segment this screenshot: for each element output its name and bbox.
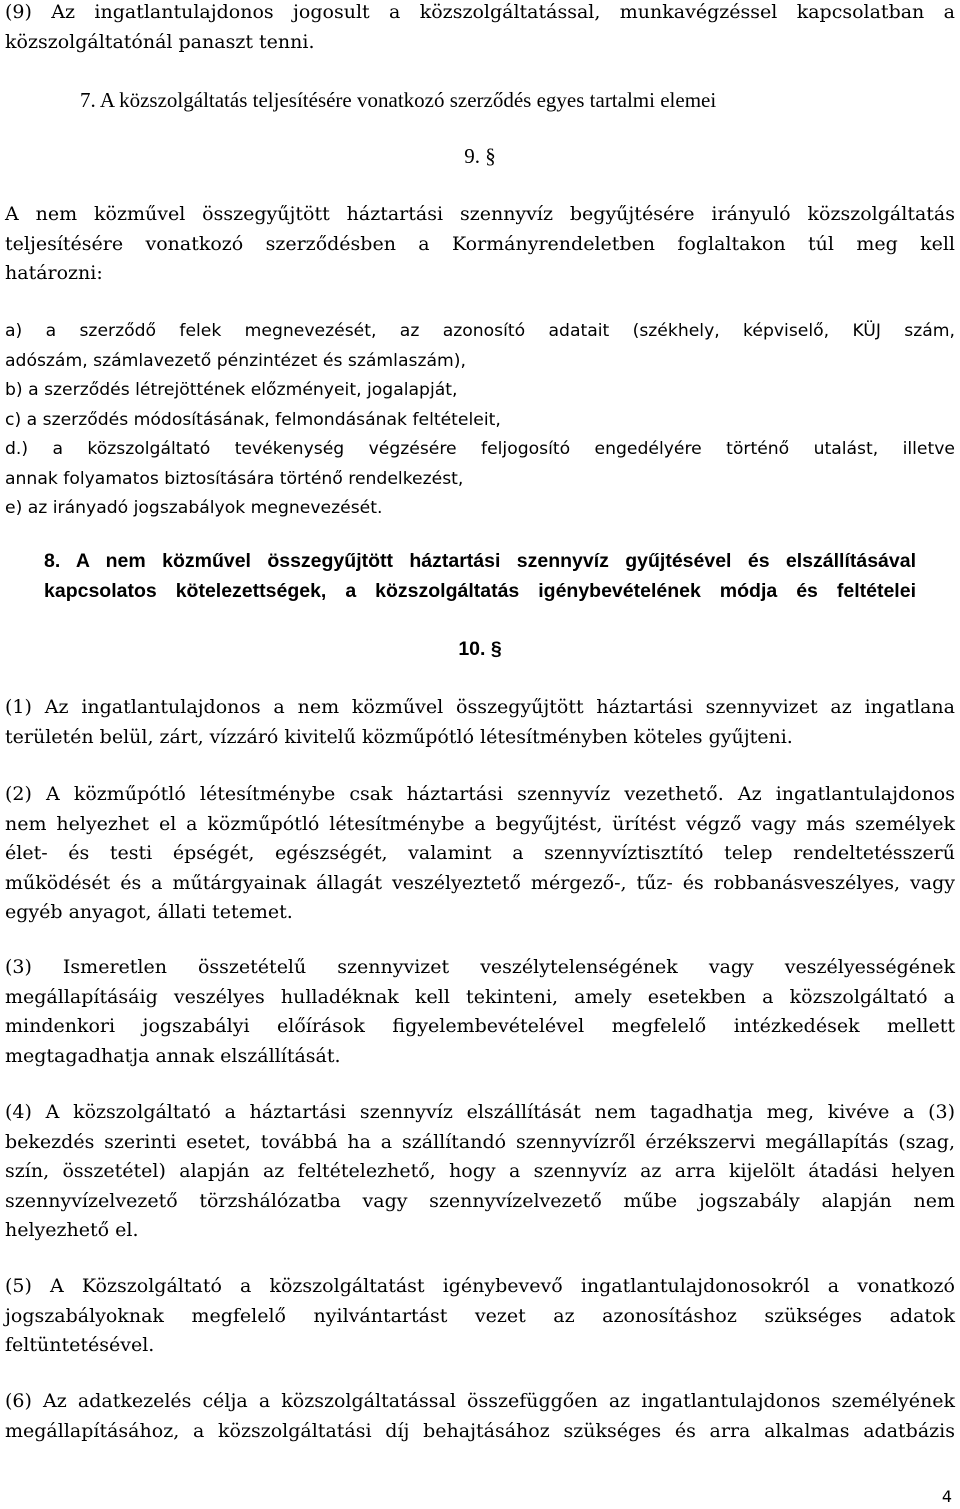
- list-item-c: c) a szerződés módosításának, felmondásának feltételeit,: [5, 409, 501, 430]
- text-line: (6) Az adatkezelés célja a közszolgáltatással összefüggően az ingatlantulajdonos személyének: [5, 1390, 955, 1412]
- paragraph-10-5: [5, 1272, 955, 1361]
- list-item-d: d.) a közszolgáltató tevékenység végzésére feljogosító engedélyére történő utalást, illetve: [5, 439, 955, 459]
- list-item-a-cont: adószám, számlavezető pénzintézet és számlaszám),: [5, 350, 466, 371]
- text-line: egyéb anyagot, állati tetemet.: [5, 901, 293, 923]
- text-line: szín, összetétel) alapján az feltételezhető, hogy a szennyvíz az arra kijelölt átadási helyen: [5, 1160, 955, 1182]
- text-line: mindenkori jogszabályi előírások figyelembevételével megfelelő intézkedések mellett: [5, 1015, 955, 1037]
- text-line: működését és a műtárgyainak állagát veszélyeztető mérgező-, tűz- és robbanásveszélyes, vagy: [5, 871, 955, 894]
- intro-paragraph: [5, 200, 955, 289]
- text-line: bekezdés szerinti esetet, továbbá ha a szállítandó szennyvízről érzékszervi megállapítás (szag,: [5, 1130, 955, 1153]
- text-line: teljesítésére vonatkozó szerződésben a Kormányrendeletben foglaltakon túl meg kell: [5, 232, 955, 255]
- text-line: megtagadhatja annak elszállítását.: [5, 1044, 341, 1067]
- paragraph-10-6: [5, 1387, 955, 1446]
- paragraph-9: [5, 0, 955, 57]
- item-list: [5, 317, 955, 524]
- text-line: (1) Az ingatlantulajdonos a nem közművel összegyűjtött háztartási szennyvizet az ingatlana: [5, 696, 955, 718]
- text-line: helyezhető el.: [5, 1219, 139, 1241]
- list-item-e: e) az irányadó jogszabályok megnevezését.: [5, 498, 383, 518]
- text-line: (3) Ismeretlen összetételű szennyvizet veszélytelenségének vagy veszélyességének: [5, 956, 955, 978]
- text-line: területén belül, zárt, vízzáró kivitelű közműpótló létesítményben köteles gyűjteni.: [5, 725, 793, 748]
- text-line: (2) A közműpótló létesítménybe csak háztartási szennyvíz vezethető. Az ingatlantulajdonos: [5, 783, 955, 805]
- text-line: élet- és testi épségét, egészségét, valamint a szennyvíztisztító telep rendeltetésszerű: [5, 842, 955, 864]
- paragraph-10-1: [5, 693, 955, 752]
- section-heading-7: 7. A közszolgáltatás teljesítésére vonatkozó szerződés egyes tartalmi elemei: [80, 88, 717, 112]
- list-item-a: a) a szerződő felek megnevezését, az azonosító adatait (székhely, képviselő, KÜJ szám,: [5, 321, 955, 341]
- text-line: határozni:: [5, 262, 103, 284]
- text-line: megállapításáig veszélyes hulladéknak kell tekinteni, amely esetekben a közszolgáltató a: [5, 985, 955, 1008]
- heading-line: kapcsolatos kötelezettségek, a közszolgáltatás igénybevételének módja és feltételei: [44, 579, 916, 602]
- text-line: (5) A Közszolgáltató a közszolgáltatást igénybevevő ingatlantulajdonosokról a vonatkozó: [5, 1275, 955, 1297]
- paragraph-10-3: [5, 953, 955, 1071]
- text-line: szennyvízelvezető törzshálózatba vagy szennyvízelvezető műbe jogszabály alapján nem: [5, 1189, 955, 1212]
- paragraph-10-2: [5, 780, 955, 928]
- section-number-10: 10. §: [458, 638, 502, 660]
- paragraph-10-4: [5, 1098, 955, 1246]
- text-line: (4) A közszolgáltató a háztartási szennyvíz elszállítását nem tagadhatja meg, kivéve a (3): [5, 1101, 955, 1123]
- text-line: A nem közművel összegyűjtött háztartási szennyvíz begyűjtésére irányuló közszolgáltatás: [5, 203, 955, 225]
- text-line: feltüntetésével.: [5, 1334, 155, 1356]
- text-line: közszolgáltatónál panaszt tenni.: [5, 30, 315, 53]
- text-line: nem helyezhet el a közműpótló létesítménybe a begyűjtést, ürítést végző vagy más személyek: [5, 812, 955, 835]
- list-item-d-cont: annak folyamatos biztosítására történő rendelkezést,: [5, 468, 464, 489]
- heading-line: 8. A nem közművel összegyűjtött háztartási szennyvíz gyűjtésével és elszállításával: [44, 550, 916, 572]
- text-line: (9) Az ingatlantulajdonos jogosult a közszolgáltatással, munkavégzéssel kapcsolatban a: [5, 1, 955, 23]
- text-line: megállapításához, a közszolgáltatási díj behajtásához szükséges és arra alkalmas adatbázis: [5, 1419, 955, 1442]
- list-item-b: b) a szerződés létrejöttének előzményeit, jogalapját,: [5, 380, 458, 400]
- section-heading-8: [44, 547, 916, 606]
- page-number: 4: [941, 1487, 952, 1506]
- text-line: jogszabályoknak megfelelő nyilvántartást vezet az azonosításhoz szükséges adatok: [5, 1304, 955, 1327]
- section-number-9: 9. §: [464, 144, 496, 168]
